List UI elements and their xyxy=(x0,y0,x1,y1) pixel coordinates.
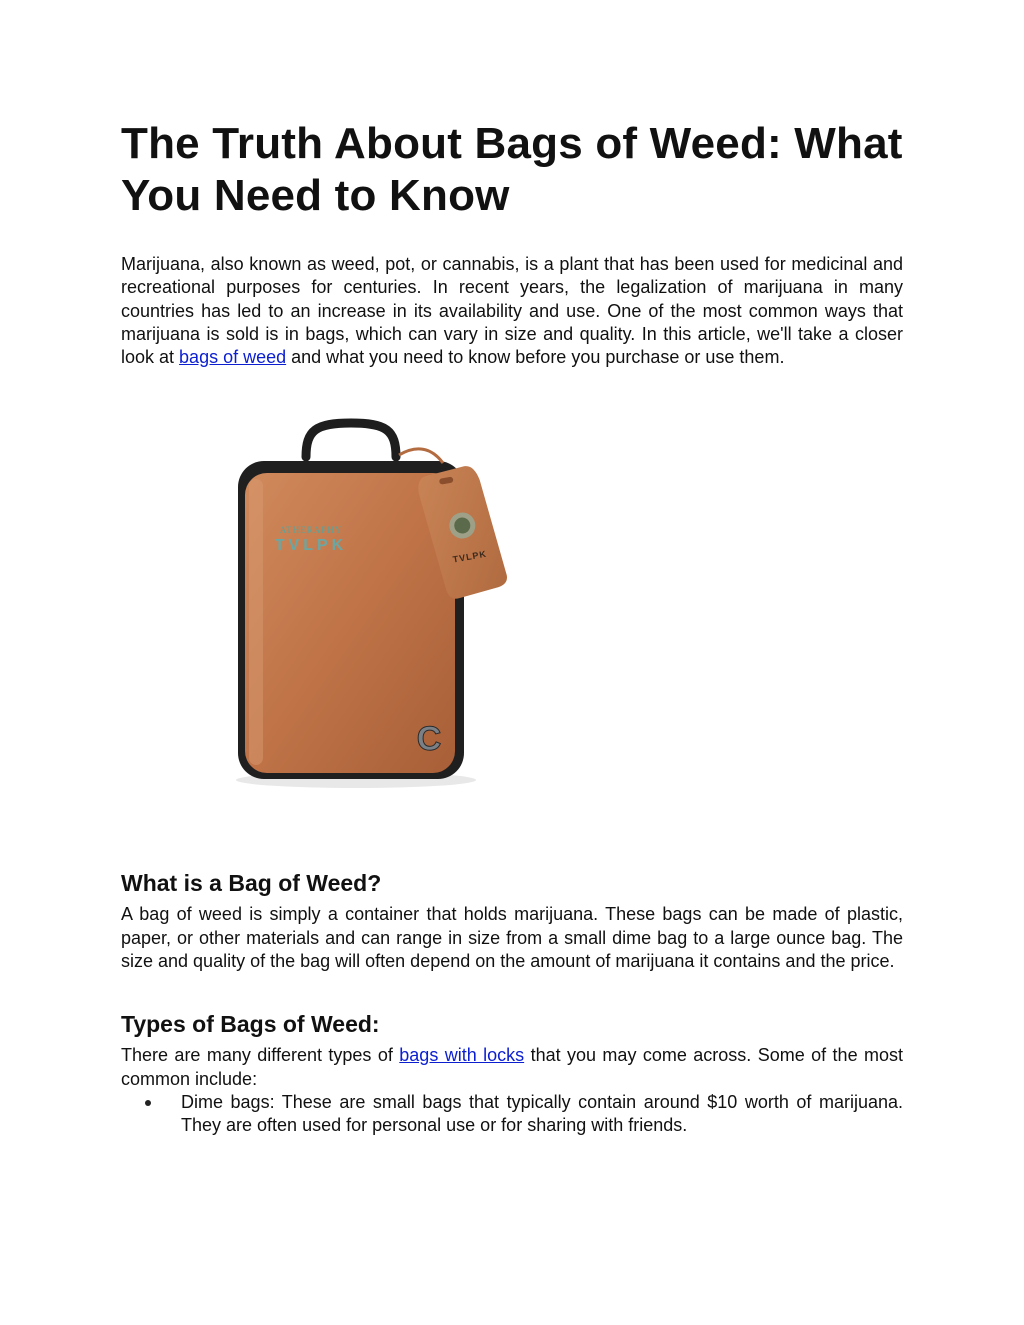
tag-text: TVLPK xyxy=(451,549,488,566)
section-heading-what-is: What is a Bag of Weed? xyxy=(121,870,382,897)
types-intro-end: that you may come across. Some of the most common include: xyxy=(121,1045,903,1089)
bag-highlight xyxy=(249,479,263,765)
bag-logo-top: ATHERAPHY xyxy=(279,525,343,536)
list-item xyxy=(121,1091,903,1138)
tag-string xyxy=(399,449,443,463)
bag-corner-letter: C xyxy=(416,720,442,759)
types-intro-start: There are many different types of xyxy=(121,1045,400,1066)
page-title: The Truth About Bags of Weed: What You Need to Know xyxy=(121,119,903,220)
list-item-text: Dime bags: These are small bags that typically contain around $10 worth of marijuana. They are often used for personal use or for sharing with friends. xyxy=(181,1091,903,1136)
types-list xyxy=(121,1091,903,1138)
section-types-intro xyxy=(121,1044,903,1091)
intro-text-start: Marijuana, also known as weed, pot, or cannabis, is a plant that has been used for medicinal and recreational purposes for centuries. In recent years, the legalization of marijuana in many countries has led to an increase in its availability and use. One of the most common ways that marijuana is sold is in bags, which can vary in size and quality. In this article, we'll take a closer look at xyxy=(121,254,903,368)
bags-with-locks-link[interactable]: bags with locks xyxy=(399,1045,525,1066)
bags-of-weed-link[interactable]: bags of weed xyxy=(179,347,287,368)
article xyxy=(121,118,903,1138)
intro-text-end: and what you need to know before you purchase or use them. xyxy=(286,347,785,368)
bag-handle xyxy=(306,423,396,457)
bag-illustration xyxy=(131,375,571,815)
section-what-is-body: A bag of weed is simply a container that holds marijuana. These bags can be made of plastic, paper, or other materials and can range in size from a small dime bag to a large ounce bag. The size and quality of the bag will often depend on the amount of marijuana it contains and the price. xyxy=(121,904,903,972)
intro-paragraph xyxy=(121,253,903,369)
bullet-icon xyxy=(145,1100,151,1106)
product-image xyxy=(131,375,571,815)
bag-logo-main: TVLPK xyxy=(274,537,348,555)
section-heading-types: Types of Bags of Weed: xyxy=(121,1011,380,1038)
